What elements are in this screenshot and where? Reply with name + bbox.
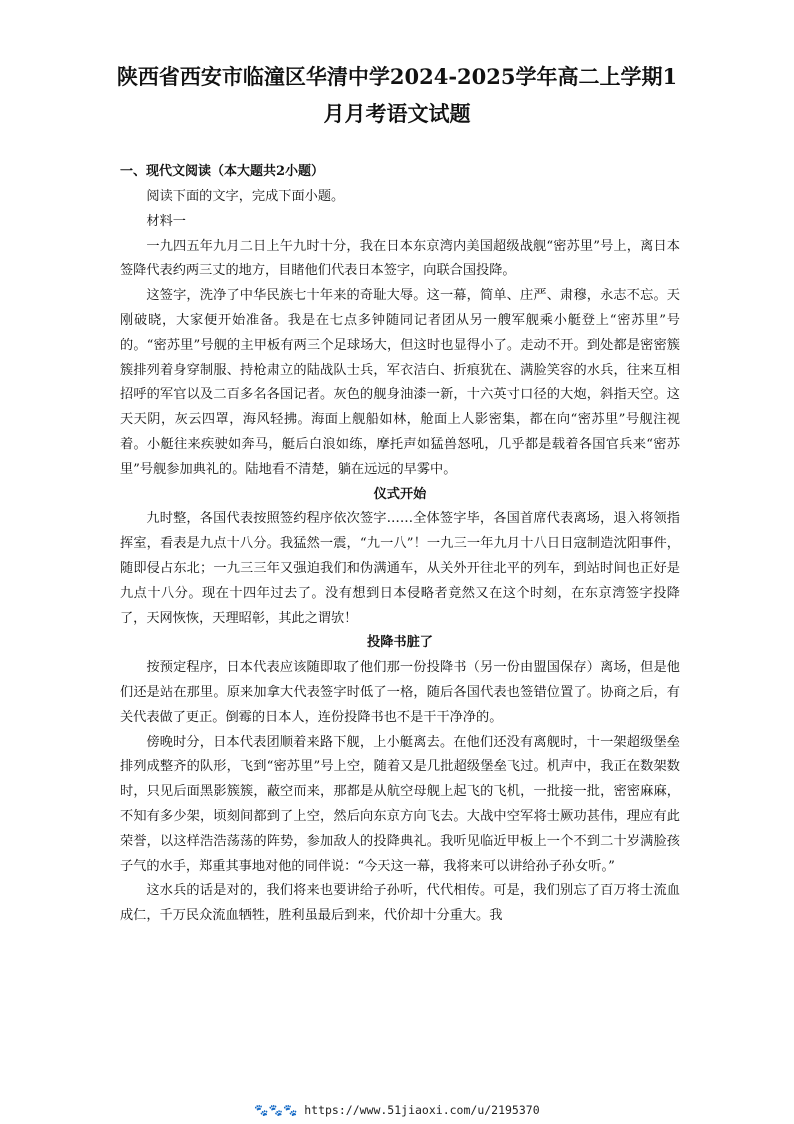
paragraph: 九时整，各国代表按照签约程序依次签字……全体签字毕，各国首席代表离场，退入将领指挥室，看表是九点十八分。我猛然一震，“九一八”！一九三一年九月十八日日寇制造沈阳事件，随即侵占东北；一九三三年又强迫我们和伪满通车，从关外开往北平的列车，到站时间也正好是九点十八分。现在十四年过去了。没有想到日本侵略者竟然又在这个时刻，在东京湾签字投降了，天网恢恢，天理昭彰，其此之谓欤！ xyxy=(120,511,680,626)
paragraph: 材料一 xyxy=(146,213,186,229)
paragraph: 阅读下面的文字，完成下面小题。 xyxy=(146,189,345,204)
subheading: 投降书脏了 xyxy=(367,635,433,651)
subheading: 仪式开始 xyxy=(373,486,427,502)
paragraph: 一九四五年九月二日上午九时十分，我在日本东京湾内美国超级战舰“密苏里”号上，离日本签降代表约两三丈的地方，目睹他们代表日本签字，向联合国投降。 xyxy=(120,238,680,279)
paragraph: 这签字，洗净了中华民族七十年来的奇耻大辱。这一幕，简单、庄严、肃穆，永志不忘。天刚破晓，大家便开始准备。我是在七点多钟随同记者团从另一艘军舰乘小艇登上“密苏里”号的。“密苏里”号舰的主甲板有两三个足球场大，但这时也显得小了。走动不开。到处都是密密簇簇排列着身穿制服、持枪肃立的陆战队士兵，军衣洁白、折痕犹在、满脸笑容的水兵，往来互相招呼的军官以及二百多名各国记者。灰色的舰身油漆一新，十六英寸口径的大炮，斜指天空。这天天阴，灰云四罩，海风轻拂。海面上舰船如林，舱面上人影密集，都在向“密苏里”号舰注视着。小艇往来疾驶如奔马，艇后白浪如练，摩托声如猛兽怒吼，几乎都是载着各国官兵来“密苏里”号舰参加典礼的。陆地看不清楚，躺在远远的早雾中。 xyxy=(120,288,680,477)
section-heading: 一、现代文阅读（本大题共2小题） xyxy=(120,164,325,179)
footer-url[interactable]: 🐾🐾🐾 https://www.51jiaoxi.com/u/2195370 xyxy=(254,1103,540,1117)
article-body xyxy=(120,185,680,929)
document-title: 陕西省西安市临潼区华清中学2024-2025学年高二上学期1月月考语文试题 xyxy=(116,64,678,126)
paragraph: 这水兵的话是对的，我们将来也要讲给子孙听，代代相传。可是，我们别忘了百万将士流血成仁，千万民众流血牺牲，胜利虽最后到来，代价却十分重大。我 xyxy=(120,883,680,924)
paragraph: 傍晚时分，日本代表团顺着来路下舰，上小艇离去。在他们还没有离舰时，十一架超级堡垒排列成整齐的队形，飞到“密苏里”号上空，随着又是几批超级堡垒飞过。机声中，我正在数架数时，只见后面黑影簇簇，蔽空而来，那都是从航空母舰上起飞的飞机，一批接一批，密密麻麻，不知有多少架，顷刻间都到了上空，然后向东京方向飞去。大战中空军将士厥功甚伟，理应有此荣誉，以这样浩浩荡荡的阵势，参加敌人的投降典礼。我听见临近甲板上一个不到二十岁满脸孩子气的水手，郑重其事地对他的同伴说：“今天这一幕，我将来可以讲给孙子孙女听。” xyxy=(120,734,680,874)
paragraph: 按预定程序，日本代表应该随即取了他们那一份投降书（另一份由盟国保存）离场，但是他们还是站在那里。原来加拿大代表签字时低了一格，随后各国代表也签错位置了。协商之后，有关代表做了更正。倒霉的日本人，连份投降书也不是干干净净的。 xyxy=(120,660,680,725)
